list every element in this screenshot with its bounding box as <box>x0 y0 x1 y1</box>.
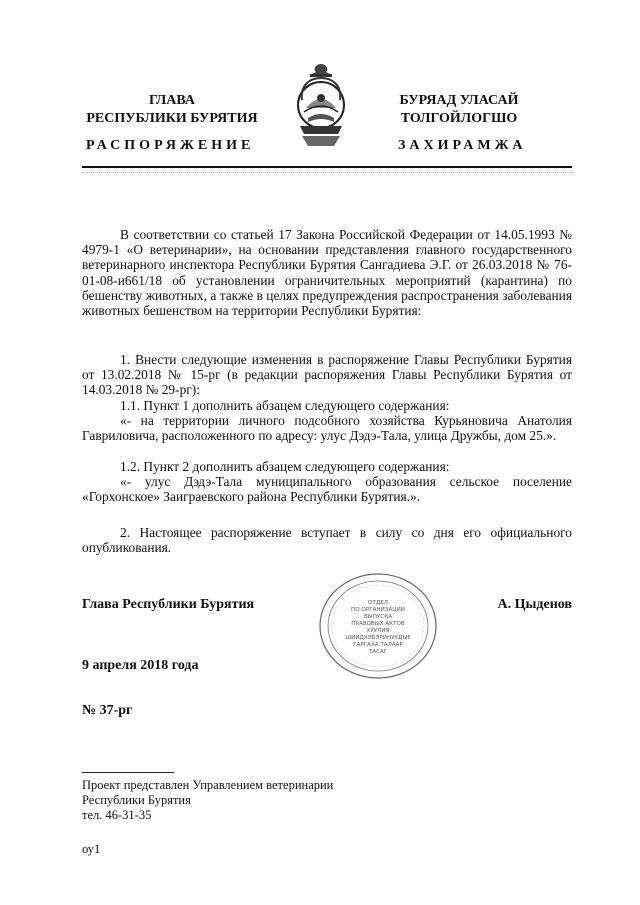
footer-line3: тел. 46-31-35 <box>82 808 152 822</box>
signatory-name: А. Цыденов <box>497 597 572 612</box>
footer-rule <box>82 772 174 773</box>
issuer-title-ru <box>82 92 262 128</box>
doc-date: 9 апреля 2018 года <box>82 658 199 673</box>
preamble: В соответствии со статьей 17 Закона Российской Федерации от 14.05.1993 № 4979-1 «О ветеринарии», на основании представления главного государственного ветеринарного инспектора Республики Бурятия Сангадиева Э.Г. от 26.03.2018 № 76-01-08-и661/18 об установлении ограничительных мероприятий (карантина) по бешенству животных, а также в целях предупреждения распространения заболевания животных бешенством на территории Республики Бурятия: <box>82 227 572 319</box>
doc-number: № 37-рг <box>82 703 133 718</box>
issuer-line2: РЕСПУБЛИКИ БУРЯТИЯ <box>86 111 258 126</box>
coat-of-arms-icon <box>290 60 352 152</box>
stamp-line2: ПО ОРГАНИЗАЦИИ <box>351 607 405 613</box>
stamp-line3: ВЫПУСКА <box>363 614 393 620</box>
stamp-line6: ШИИДХЭБЭРИНУУДЫЕ <box>345 635 411 641</box>
stamp-line8: ТАСАГ <box>368 649 388 655</box>
issuer-title-bua <box>384 92 534 128</box>
doc-type-bua: ЗАХИРАМЖА <box>398 138 527 153</box>
doc-type-ru: РАСПОРЯЖЕНИЕ <box>86 138 255 153</box>
issuer-bua-line2: ТОЛГОЙЛОГШО <box>400 111 518 126</box>
issuer-bua-line1: БУРЯАД УЛАСАЙ <box>399 93 519 108</box>
footer-line2: Республики Бурятия <box>82 793 191 807</box>
footer-line1: Проект представлен Управлением ветеринарии <box>82 778 334 792</box>
item-1-1: 1.1. Пункт 1 дополнить абзацем следующего содержания: <box>120 398 450 413</box>
stamp-line5: ХУУЛИЯ <box>366 628 390 634</box>
item-1-1-text: «- на территории личного подсобного хозяйства Курьяновича Анатолия Гавриловича, расположенного по адресу: улус Дэдэ-Тала, улица Дружбы, дом 25.». <box>82 413 572 444</box>
stamp-line4: ПРАВОВЫХ АКТОВ <box>351 621 405 627</box>
stamp-line7: ГАРГАХА ТАЛААР <box>353 642 403 648</box>
issuer-line1: ГЛАВА <box>149 93 195 108</box>
stamp-line1: ОТДЕЛ <box>368 600 388 606</box>
item-2: 2. Настоящее распоряжение вступает в силу со дня его официального опубликования. <box>82 525 572 556</box>
footer-note <box>82 778 333 823</box>
item-1-2-text: «- улус Дэдэ-Тала муниципального образования сельское поселение «Горхонское» Заиграевского района Республики Бурятия.». <box>82 474 572 505</box>
header-dotted-rule <box>82 172 572 175</box>
signatory-title: Глава Республики Бурятия <box>82 597 255 612</box>
official-stamp <box>316 571 440 681</box>
footer-code: оу1 <box>82 842 101 856</box>
item-1-2: 1.2. Пункт 2 дополнить абзацем следующего содержания: <box>120 459 450 474</box>
header-rule <box>82 166 572 168</box>
item-1: 1. Внести следующие изменения в распоряжение Главы Республики Бурятия от 13.02.2018 № 15-рг (в редакции распоряжения Главы Республики Бурятия от 14.03.2018 № 29-рг): <box>82 352 572 398</box>
